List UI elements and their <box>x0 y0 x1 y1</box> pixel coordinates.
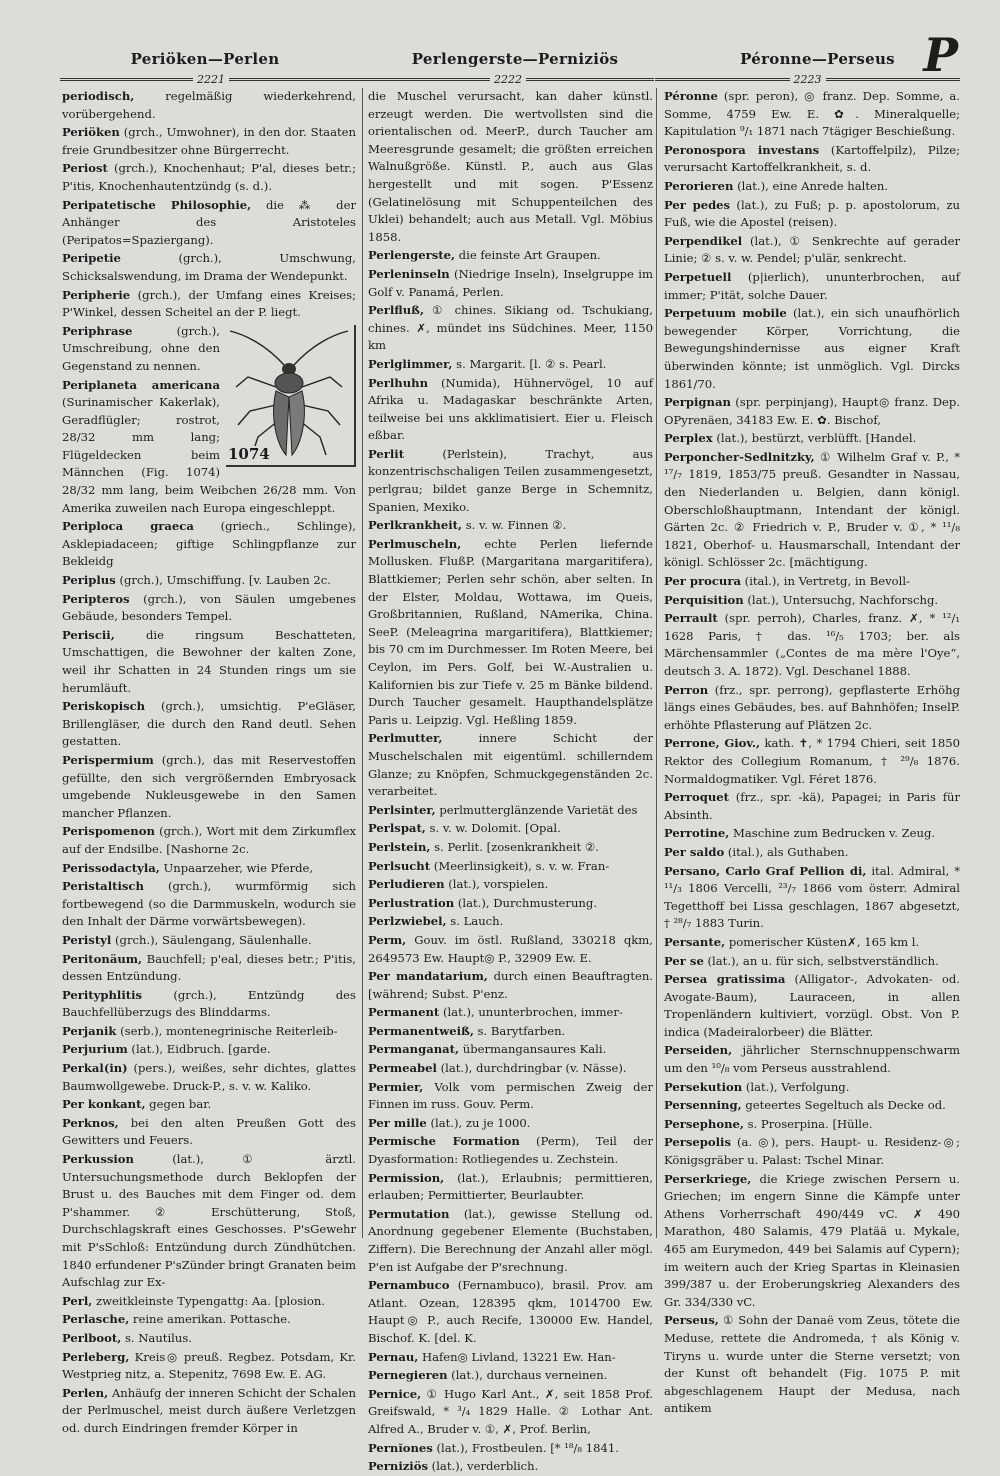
dictionary-entry <box>62 124 356 159</box>
headword: Perlsucht <box>368 858 431 873</box>
dictionary-entry <box>664 305 960 393</box>
headword: Perlit <box>368 446 405 461</box>
dictionary-entry <box>664 953 960 971</box>
dictionary-entry <box>664 610 960 680</box>
headword: Peritonäum, <box>62 951 143 966</box>
dictionary-entry <box>62 823 356 858</box>
entry-text: regelmäßig wiederkehrend, vorübergehend. <box>62 89 356 121</box>
headword: Perroquet <box>664 790 729 805</box>
entry-text: s. Nautilus. <box>121 1330 192 1345</box>
entry-text: (lat.), ① Senkrechte auf gerader Linie; ② s. v. w. Pendel; p'ulär, senkrecht. <box>664 233 960 266</box>
headword: Perquisition <box>664 592 744 607</box>
dictionary-entry <box>62 572 356 590</box>
entry-text: (Perm), Teil der Dyasformation: Rotliegendes u. Zechstein. <box>368 1134 653 1167</box>
entry-text: (grch.), Knochenhaut; P'al, dieses betr.; P'itis, Knochenhautentzündg (s. d.). <box>62 161 356 193</box>
headword: Peripetie <box>62 251 121 266</box>
headword: Perpendikel <box>664 233 743 248</box>
page-number-middle: 2222 <box>362 73 654 86</box>
dictionary-entry <box>368 1440 653 1458</box>
dictionary-entry <box>368 932 653 967</box>
entry-text: (ital.), in Vertretg, in Bevoll- <box>740 574 910 589</box>
headword: Pernĭones <box>368 1440 433 1455</box>
running-head-right: Péronne—Perseus <box>740 50 895 68</box>
entry-text: (grch.), Entzündg des Bauchfellüberzugs des Blinddarms. <box>62 987 356 1020</box>
dictionary-entry <box>368 1115 653 1133</box>
dictionary-entry <box>62 951 356 986</box>
dictionary-entry <box>62 698 356 751</box>
entry-text: (frz., spr. -kä), Papagei; in Paris für Absinth. <box>664 790 960 822</box>
dictionary-entry <box>368 247 653 265</box>
headword: Perm, <box>368 932 407 947</box>
entry-text: ① Sohn der Danaë vom Zeus, tötete die Meduse, rettete die Andromeda, † als König v. Tiryns u. wurde unter die Sterne versetzt; von der Kunst oft behandelt (Fig. 1075 P. mit abgeschlagenem Haupt der Medusa, nach antikem <box>664 1313 960 1416</box>
entry-text: (lat.), eine Anrede halten. <box>733 178 889 193</box>
headword: Permutation <box>368 1206 450 1221</box>
entry-text: (lat.), an u. für sich, selbstverständlich. <box>703 953 939 968</box>
entry-text: (p|ierlich), ununterbrochen, auf immer; P'ität, solche Dauer. <box>664 269 960 302</box>
entry-text: (lat.), Eidbruch. [garde. <box>127 1042 271 1057</box>
dictionary-entry <box>62 197 356 250</box>
headword: Permanent <box>368 1005 440 1020</box>
entry-text: (Meerlinsigkeit), s. v. w. Fran- <box>430 858 610 873</box>
dictionary-entry <box>62 518 356 571</box>
headword: Per mille <box>368 1115 427 1130</box>
headword: Peripherie <box>62 287 131 302</box>
headword: Perlzwiebel, <box>368 914 447 929</box>
dictionary-entry <box>664 735 960 788</box>
headword: Persante, <box>664 934 726 949</box>
dictionary-entry <box>664 844 960 862</box>
entry-text: (Alligator-, Advokaten- od. Avogate-Baum), Lauraceen, in allen Tropenländern kultiviert, vorzügl. Obst. Von P. indica (Madeiralorbeer) die Blätter. <box>664 972 960 1039</box>
headword: Péronne <box>664 89 718 103</box>
headword: Perlspat, <box>368 821 426 836</box>
headword: Peristaltisch <box>62 879 144 894</box>
entry-text: Hafen◎ Livland, 13221 Ew. Han- <box>418 1349 616 1364</box>
entry-text: (lat.), Untersuchg, Nachforschg. <box>743 592 939 607</box>
headword: Peripteros <box>62 591 130 606</box>
headword: Perrotine, <box>664 826 730 841</box>
entry-text: (pers.), weißes, sehr dichtes, glattes Baumwollgewebe. Druck-P., s. v. w. Kaliko. <box>62 1061 356 1093</box>
entry-text: (lat.), zu je 1000. <box>426 1115 531 1130</box>
entry-text: (grch.), von Säulen umgebenes Gebäude, besonders Tempel. <box>62 591 356 624</box>
headword: Perrault <box>664 611 718 626</box>
dictionary-entry <box>664 233 960 268</box>
headword: Perorieren <box>664 178 734 193</box>
dictionary-entry <box>368 858 653 876</box>
headword: Periphrase <box>62 323 133 338</box>
entry-text: (grch.), Umschreibung, ohne den Gegenstand zu nennen. <box>62 323 220 373</box>
headword: Perpetuell <box>664 269 732 284</box>
entry-text: s. Proserpina. [Hülle. <box>743 1116 873 1131</box>
dictionary-entry <box>368 1170 653 1205</box>
dictionary-entry <box>62 1311 356 1329</box>
entry-text: Bauchfell; p'eal, dieses betr.; P'itis, dessen Entzündung. <box>62 951 356 984</box>
running-head-middle: Perlengerste—Perniziös <box>411 50 619 68</box>
entry-text: ital. Admiral, * ¹¹/₃ 1806 Vercelli, ²³/₇ 1866 vom österr. Admiral Tegetthoff bei Lissa geschlagen, 1867 abgesetzt, † ²⁸/₇ 1883 Turin. <box>664 863 960 931</box>
headword: Perl, <box>62 1293 93 1308</box>
running-head-left: Periöken—Perlen <box>130 50 280 68</box>
entry-text: (lat.), durchaus verneinen. <box>447 1368 608 1383</box>
entry-text: kath. ✝, * 1794 Chieri, seit 1850 Rektor des Collegium Romanum, † ²⁹/₈ 1876. Normaldogmatiker. Vgl. Féret 1876. <box>664 736 960 786</box>
entry-text: (a. ◎), pers. Haupt- u. Residenz-◎; Königsgräber u. Palast: Tschel Minar. <box>664 1135 960 1168</box>
headword: Periplus <box>62 573 116 588</box>
headword: Perjanik <box>62 1023 117 1038</box>
entry-text: (Fernambuco), brasil. Prov. am Atlant. Ozean, 128395 qkm, 1014700 Ew. Haupt◎ P., auch Recife, 130000 Ew. Handel, Bischof. K. [del. K. <box>368 1278 653 1345</box>
entry-text: (grch.), der Umfang eines Kreises; P'Winkel, dessen Scheitel an der P. liegt. <box>62 287 356 320</box>
entry-text: (lat.), verderblich. <box>427 1459 539 1474</box>
entry-text: (lat.), Durchmusterung. <box>454 895 598 910</box>
entry-text: ① chines. Sikiang od. Tschukiang, chines. ✗, mündet ins Südchines. Meer, 1150 km <box>368 303 653 353</box>
dictionary-entry <box>62 1385 356 1438</box>
entry-text: (Kartoffelpilz), Pilze; verursacht Kartoffelkrankheit, s. d. <box>664 142 960 175</box>
dictionary-entry <box>368 802 653 820</box>
headword: Pernau, <box>368 1349 419 1364</box>
dictionary-entry <box>664 592 960 610</box>
dictionary-entry <box>664 934 960 952</box>
headword: Perlmutter, <box>368 731 443 746</box>
dictionary-entry <box>368 1079 653 1114</box>
headword: Periplaneta americana <box>62 377 220 392</box>
entry-text: Volk vom permischen Zweig der Finnen im russ. Gouv. Perm. <box>368 1079 653 1112</box>
dictionary-entry <box>664 789 960 824</box>
dictionary-entry <box>664 178 960 196</box>
headword: Perlboot, <box>62 1330 122 1345</box>
headword: Perispermium <box>62 752 154 767</box>
headword: Perkal(in) <box>62 1061 128 1076</box>
dictionary-entry <box>62 287 356 322</box>
column-2 <box>368 88 653 1474</box>
entry-text: (grch.), Umschwung, Schicksalswendung, im Drama der Wendepunkt. <box>62 251 356 283</box>
headword: Persenning, <box>664 1098 742 1113</box>
entry-text: (lat.), ein sich unaufhörlich bewegender Körper, Vorrichtung, die Bewegungshindernisse aus eigner Kraft überwinden könnte; ist unmöglich. Vgl. Dircks 1861/70. <box>664 306 960 391</box>
entry-text: ① Hugo Karl Ant., ✗, seit 1858 Prof. Greifswald, * ³/₄ 1829 Halle. ② Lothar Ant. Alfred A., Bruder v. ①, ✗, Prof. Berlin, <box>368 1386 653 1436</box>
dictionary-entry <box>62 860 356 878</box>
dictionary-entry <box>368 913 653 931</box>
headword: Perlfluß, <box>368 303 424 318</box>
dictionary-entry <box>664 1134 960 1169</box>
entry-text: die ringsum Beschatteten, Umschattigen, die Bewohner der kalten Zone, weil ihr Schatten in 24 Stunden rings um sie herumläuft. <box>62 627 356 695</box>
dictionary-entry <box>62 878 356 931</box>
entry-text: (grch.), Umschiffung. [v. Lauben 2c. <box>115 573 331 588</box>
entry-text: (grch.), Säulengang, Säulenhalle. <box>111 932 312 947</box>
entry-text: (lat.), bestürzt, verblüfft. [Handel. <box>712 431 917 446</box>
entry-text: bei den alten Preußen Gott des Gewitters und Feuers. <box>62 1115 356 1148</box>
headword: Perserkriege, <box>664 1171 752 1186</box>
entry-text: (Perlstein), Trachyt, aus konzentrischschaligen Teilen zusammengesetzt, perlgrau; bildet ganze Berge in Schemnitz, Spanien, Mexiko. <box>368 446 653 514</box>
headword: Perjurium <box>62 1042 128 1057</box>
dictionary-entry <box>62 1293 356 1311</box>
headword: Perknos, <box>62 1115 119 1130</box>
headword: Permeabel <box>368 1061 437 1076</box>
dictionary-entry <box>62 987 356 1022</box>
dictionary-entry <box>368 1206 653 1276</box>
headword: Permanentweiß, <box>368 1023 474 1038</box>
dictionary-entry <box>62 1330 356 1348</box>
dictionary-entry <box>664 1042 960 1077</box>
headword: Persephone, <box>664 1116 744 1131</box>
dictionary-entry <box>664 825 960 843</box>
headword: Perkussion <box>62 1152 134 1167</box>
entry-text: (spr. perroh), Charles, franz. ✗, * ¹²/₁ 1628 Paris, † das. ¹⁶/₅ 1703; ber. als Märchensammler („Contes de ma mère l'Oye“, deutsch 3. A. 1872). Vgl. Deschanel 1888. <box>664 611 960 678</box>
entry-text: gegen bar. <box>145 1097 212 1112</box>
headword: Perispomenon <box>62 824 155 839</box>
entry-text: Maschine zum Bedrucken v. Zeug. <box>729 826 936 841</box>
page-number-right: 2223 <box>655 73 960 86</box>
dictionary-entry <box>368 446 653 516</box>
headword: Perludieren <box>368 877 445 892</box>
headword: Perseiden, <box>664 1043 733 1058</box>
entry-text: (lat.), Verfolgung. <box>742 1079 850 1094</box>
dictionary-entry <box>664 682 960 735</box>
headword: Perityphlitis <box>62 987 143 1002</box>
headword: Periscii, <box>62 627 115 642</box>
entry-text: die feinste Art Graupen. <box>455 248 601 263</box>
entry-text: s. v. w. Dolomit. [Opal. <box>425 821 561 836</box>
entry-text: (grch.), Wort mit dem Zirkumflex auf der Endsilbe. [Nashorne 2c. <box>62 824 356 856</box>
entry-text: (grch.), wurmförmig sich fortbewegend (so die Darmmuskeln, wodurch sie den Inhalt der Därme vorwärtsbewegen). <box>62 879 356 929</box>
dictionary-entry <box>664 1116 960 1134</box>
headword: Pernegieren <box>368 1368 448 1383</box>
entry-text: (lat.), ununterbrochen, immer- <box>439 1005 623 1020</box>
entry-text: durch einen Beauftragten. [während; Subst. P'enz. <box>368 969 653 1001</box>
entry-text: Anhäufg der inneren Schicht der Schalen der Perlmuschel, meist durch äußere Verletzgen od. durch Eindringen fremder Körper in <box>62 1385 356 1435</box>
dictionary-entry <box>62 250 356 285</box>
dictionary-entry <box>368 820 653 838</box>
headword: Periploca graeca <box>62 519 194 534</box>
entry-text: (grch., Umwohner), in den dor. Staaten freie Grundbesitzer ohne Bürgerrecht. <box>62 125 356 157</box>
headword: Peristyl <box>62 932 112 947</box>
dictionary-entry <box>368 1023 653 1041</box>
dictionary-entry <box>664 88 960 141</box>
headword: Pernice, <box>368 1386 422 1401</box>
dictionary-entry <box>62 1349 356 1384</box>
entry-text: die Kriege zwischen Persern u. Griechen; im engern Sinne die Kämpfe unter Athens Vorherrschaft 490/449 vC. ✗ 490 Marathon, 480 Salamis, 479 Platää u. Mykale, 465 am Eurymedon, 449 bei Salamis auf Cypern); im weitern auch der Krieg Spartas in Kleinasien 399/387 u. der Eroberungskrieg Alexanders des Gr. 334/330 vC. <box>664 1171 960 1309</box>
dictionary-entry <box>368 1386 653 1439</box>
dictionary-entry <box>368 536 653 730</box>
dictionary-entry <box>62 627 356 697</box>
dictionary-entry <box>62 1096 356 1114</box>
entry-text: (lat.), ① ärztl. Untersuchungsmethode durch Beklopfen der Brust u. des Bauches mit dem Finger od. dem P'shammer. ② Erschütterung, Stoß, Durchschlagskraft eines Geschosses. P'sGewehr mit P'sSchloß: Entzündung durch Zündhütchen. 1840 erfundener P'sZünder bringt Granaten beim Aufschlag zur Ex- <box>62 1152 356 1290</box>
dictionary-entry <box>368 88 653 246</box>
dictionary-entry <box>664 1312 960 1418</box>
headword: Peronospora investans <box>664 142 820 157</box>
headword: Perleberg, <box>62 1349 130 1364</box>
section-letter: P <box>923 28 958 82</box>
headword: Permanganat, <box>368 1042 460 1057</box>
dictionary-entry <box>368 730 653 800</box>
entry-text: (grch.), umsichtig. P'eGläser, Brillengläser, die durch den Rand deutl. Sehen gestatten. <box>62 699 356 749</box>
entry-text: (Surinamischer Kakerlak), Geradflügler; rostrot, 28/32 mm lang; Flügeldecken beim Männchen (Fig. 1074) 28/32 mm lang, beim Weibchen 26/28 mm. Von Amerika zuweilen nach Europa eingeschleppt. <box>62 395 356 515</box>
entry-text: reine amerikan. Pottasche. <box>129 1312 291 1327</box>
entry-text: s. Perlit. [zosenkrankheit ②. <box>430 839 599 854</box>
headword: Persepolis <box>664 1135 731 1150</box>
entry-text: geteertes Segeltuch als Decke od. <box>741 1098 946 1113</box>
entry-text: Gouv. im östl. Rußland, 330218 qkm, 2649573 Ew. Haupt◎ P., 32909 Ew. E. <box>368 932 653 965</box>
dictionary-entry <box>368 1349 653 1367</box>
entry-text: jährlicher Sternschnuppenschwarm um den ¹⁰/₈ vom Perseus ausstrahlend. <box>664 1043 960 1076</box>
headword: Perlsinter, <box>368 802 436 817</box>
dictionary-entry <box>664 1097 960 1115</box>
entry-text: (lat.), vorspielen. <box>444 877 549 892</box>
dictionary-entry <box>62 1151 356 1292</box>
entry-text: Kreis◎ preuß. Regbez. Potsdam, Kr. Westprieg nitz, a. Stepenitz, 7698 Ew. E. AG. <box>62 1349 356 1382</box>
headword: Perpignan <box>664 395 731 410</box>
dictionary-entry <box>368 1277 653 1347</box>
headword: Periskopisch <box>62 699 146 714</box>
page-number-left: 2221 <box>60 73 362 86</box>
headword: Perpetuum mobile <box>664 306 787 321</box>
headword: Perseus, <box>664 1313 719 1328</box>
headword: Perron <box>664 682 709 697</box>
dictionary-entry <box>62 1023 356 1041</box>
dictionary-entry <box>368 356 653 374</box>
dictionary-entry <box>368 302 653 355</box>
entry-text: (Niedrige Inseln), Inselgruppe im Golf v. Panamá, Perlen. <box>368 266 653 299</box>
headword: Periost <box>62 161 108 176</box>
entry-text: echte Perlen liefernde Mollusken. FlußP. (Margaritana margaritifera), Blattkiemer; Perlen sehr schön, aber selten. In der Elster, Moldau, Wottawa, im Queis, Großbritannien, Rußland, NAmerika, China. SeeP. (Meleagrina margaritifera), Blattkiemer; bis 70 cm im Durchmesser. Im Roten Meere, bei Ceylon, im Pers. Golf, bei W.-Australien u. Kalifornien bis zur Tiefe v. 25 m Bänke bildend. Durch Taucher gesamelt. Haupthandelsplätze Paris u. Leipzig. Vgl. Heßling 1859. <box>368 536 653 727</box>
headword: Perlasche, <box>62 1312 130 1327</box>
entry-text: s. v. w. Finnen ②. <box>462 518 567 533</box>
dictionary-entry <box>368 1367 653 1385</box>
headword: Perlen, <box>62 1385 109 1400</box>
entry-text: die ⁂ der Anhänger des Aristoteles (Peripatos=Spaziergang). <box>62 197 356 247</box>
headword: Perponcher-Sedlnitzky, <box>664 449 815 464</box>
dictionary-entry <box>62 591 356 626</box>
headword: Perlmuscheln, <box>368 536 462 551</box>
headword: Perlustration <box>368 895 455 910</box>
dictionary-entry <box>664 863 960 933</box>
headword: Persano, Carlo Graf Pellion di, <box>664 863 867 878</box>
headword: Peripatetische Philosophie, <box>62 197 252 212</box>
headword: Permission, <box>368 1170 445 1185</box>
headword: Perlstein, <box>368 839 431 854</box>
dictionary-entry <box>368 1041 653 1059</box>
headword: Per procura <box>664 574 741 589</box>
dictionary-entry <box>368 1458 653 1476</box>
headword: Perrone, Giov., <box>664 736 761 751</box>
entry-text: s. Margarit. [l. ② s. Pearl. <box>452 356 607 371</box>
dictionary-entry <box>368 1133 653 1168</box>
dictionary-entry <box>368 517 653 535</box>
entry-text: perlmutterglänzende Varietät des <box>435 802 638 817</box>
dictionary-entry <box>664 573 960 591</box>
headword: Per se <box>664 953 704 968</box>
entry-text: (grch.), das mit Reservestoffen gefüllte, den sich vergrößernden Embryosack umgebende Nukleusgewebe in den Samen mancher Pflanzen. <box>62 752 356 820</box>
dictionary-entry <box>664 142 960 177</box>
entry-text: (lat.), durchdringbar (v. Nässe). <box>436 1061 627 1076</box>
entry-text: (Numida), Hühnervögel, 10 auf Afrika u. Madagaskar beschränkte Arten, teilweise bei uns akklimatisiert. Eier u. Fleisch eßbar. <box>368 375 653 443</box>
headword: Per konkant, <box>62 1097 146 1112</box>
dictionary-entry <box>368 1060 653 1078</box>
headword: Per mandatarium, <box>368 969 488 984</box>
entry-text: die Muschel verursacht, kan daher künstl. erzeugt werden. Die wertvollsten sind die orientalischen od. MeerP., durch Taucher am Meeresgrunde gesamelt; die größten erreichen Walnußgröße. Künstl. P., auch aus Glas hergestellt und mit sogen. P'Essenz (Gelatinelösung mit Schuppenteilchen des Uklei) behandelt; auch aus Metall. Vgl. Möbius 1858. <box>368 89 653 244</box>
headword: Periöken <box>62 125 120 140</box>
headword: Perlkrankheit, <box>368 518 463 533</box>
headword: Perplex <box>664 431 713 446</box>
entry-text: (ital.), als Guthaben. <box>724 844 849 859</box>
entry-text: zweitkleinste Typengattg: Aa. [plosion. <box>92 1293 325 1308</box>
entry-text: (lat.), zu Fuß; p. p. apostolorum, zu Fuß, wie die Apostel (reisen). <box>664 197 960 230</box>
dictionary-entry <box>62 88 356 123</box>
headword: Perniziös <box>368 1459 428 1474</box>
headword: Permische Formation <box>368 1134 520 1149</box>
entry-text: s. Barytfarben. <box>473 1023 566 1038</box>
column-3 <box>664 88 960 1416</box>
dictionary-entry <box>664 394 960 429</box>
dictionary-entry <box>368 876 653 894</box>
dictionary-entry <box>664 197 960 232</box>
entry-text: ① Wilhelm Graf v. P., * ¹⁷/₇ 1819, 1853/75 preuß. Gesandter in Nassau, den Niederlanden u. Belgien, dann königl. Oberschloßhauptmann, Intendant der königl. Gärten 2c. ② Friedrich v. P., Bruder v. ①, * ¹¹/₈ 1821, Oberhof- u. Hausmarschall, Intendant der königl. Schlösser 2c. [mächtigung. <box>664 449 960 570</box>
cockroach-illustration <box>226 325 356 467</box>
dictionary-entry <box>62 1060 356 1095</box>
dictionary-entry <box>62 932 356 950</box>
entry-text: (frz., spr. perrong), gepflasterte Erhöhg längs eines Gebäudes, bes. auf Bahnhöfen; InselP. erhöhte Pflasterung auf Plätzen 2c. <box>664 682 960 732</box>
headword: Per pedes <box>664 197 731 212</box>
headword: Perleninseln <box>368 266 450 281</box>
dictionary-entry <box>368 839 653 857</box>
dictionary-entry <box>368 375 653 445</box>
dictionary-entry <box>664 1171 960 1312</box>
column-1 <box>62 88 356 1435</box>
entry-text: s. Lauch. <box>446 914 504 929</box>
headword: periodisch, <box>62 89 135 103</box>
headword: Per saldo <box>664 844 725 859</box>
dictionary-entry <box>664 430 960 448</box>
entry-text: (lat.), Frostbeulen. [* ¹⁸/₈ 1841. <box>432 1440 619 1455</box>
column-divider <box>656 88 657 1238</box>
entry-text: (lat.), gewisse Stellung od. Anordnung gegebener Elemente (Buchstaben, Ziffern). Die Berechnung der Anzahl aller mögl. P'en ist Aufgabe der P'srechnung. <box>368 1206 653 1274</box>
entry-text: Unpaarzeher, wie Pferde, <box>159 860 314 875</box>
entry-text: (spr. perpinjang), Haupt◎ franz. Dep. OPyrenäen, 34183 Ew. E. ✿. Bischof, <box>664 395 960 427</box>
dictionary-entry <box>664 449 960 572</box>
entry-text: übermangansaures Kali. <box>459 1042 607 1057</box>
dictionary-entry <box>664 269 960 304</box>
dictionary-entry <box>62 1041 356 1059</box>
dictionary-entry <box>368 895 653 913</box>
column-divider <box>362 88 363 1238</box>
dictionary-entry <box>62 1115 356 1150</box>
dictionary-entry <box>368 266 653 301</box>
dictionary-entry <box>664 971 960 1041</box>
dictionary-entry <box>62 160 356 195</box>
headword: Pernambuco <box>368 1278 450 1293</box>
entry-text: (lat.), Erlaubnis; permittieren, erlauben; Permittierter, Beurlaubter. <box>368 1170 653 1203</box>
entry-text: (spr. peron), ◎ franz. Dep. Somme, a. Somme, 4759 Ew. E. ✿. Mineralquelle; Kapitulation ⁹/₁ 1871 nach 7tägiger Beschießung. <box>664 89 960 139</box>
entry-text: (serb.), montenegrinische Reiterleib- <box>116 1023 338 1038</box>
headword: Perlhuhn <box>368 375 429 390</box>
dictionary-entry <box>62 752 356 822</box>
headword: Persekution <box>664 1079 743 1094</box>
headword: Perissodactyla, <box>62 860 160 875</box>
headword: Perlglimmer, <box>368 356 453 371</box>
dictionary-entry <box>368 968 653 1003</box>
headword: Permier, <box>368 1079 424 1094</box>
entry-text: (griech., Schlinge), Asklepiadaceen; giftige Schlingpflanze zur Bekleidg <box>62 519 356 569</box>
entry-text: pomerischer Küsten✗, 165 km l. <box>725 934 920 949</box>
headword: Persea gratissima <box>664 972 786 987</box>
entry-text: innere Schicht der Muschelschalen mit eigentüml. schillerndem Glanze; zu Knöpfen, Schmuckgegenständen 2c. verarbeitet. <box>368 731 653 799</box>
figure-label: 1074 <box>228 445 270 464</box>
headword: Perlengerste, <box>368 248 455 263</box>
dictionary-entry <box>664 1079 960 1097</box>
dictionary-entry <box>368 1004 653 1022</box>
